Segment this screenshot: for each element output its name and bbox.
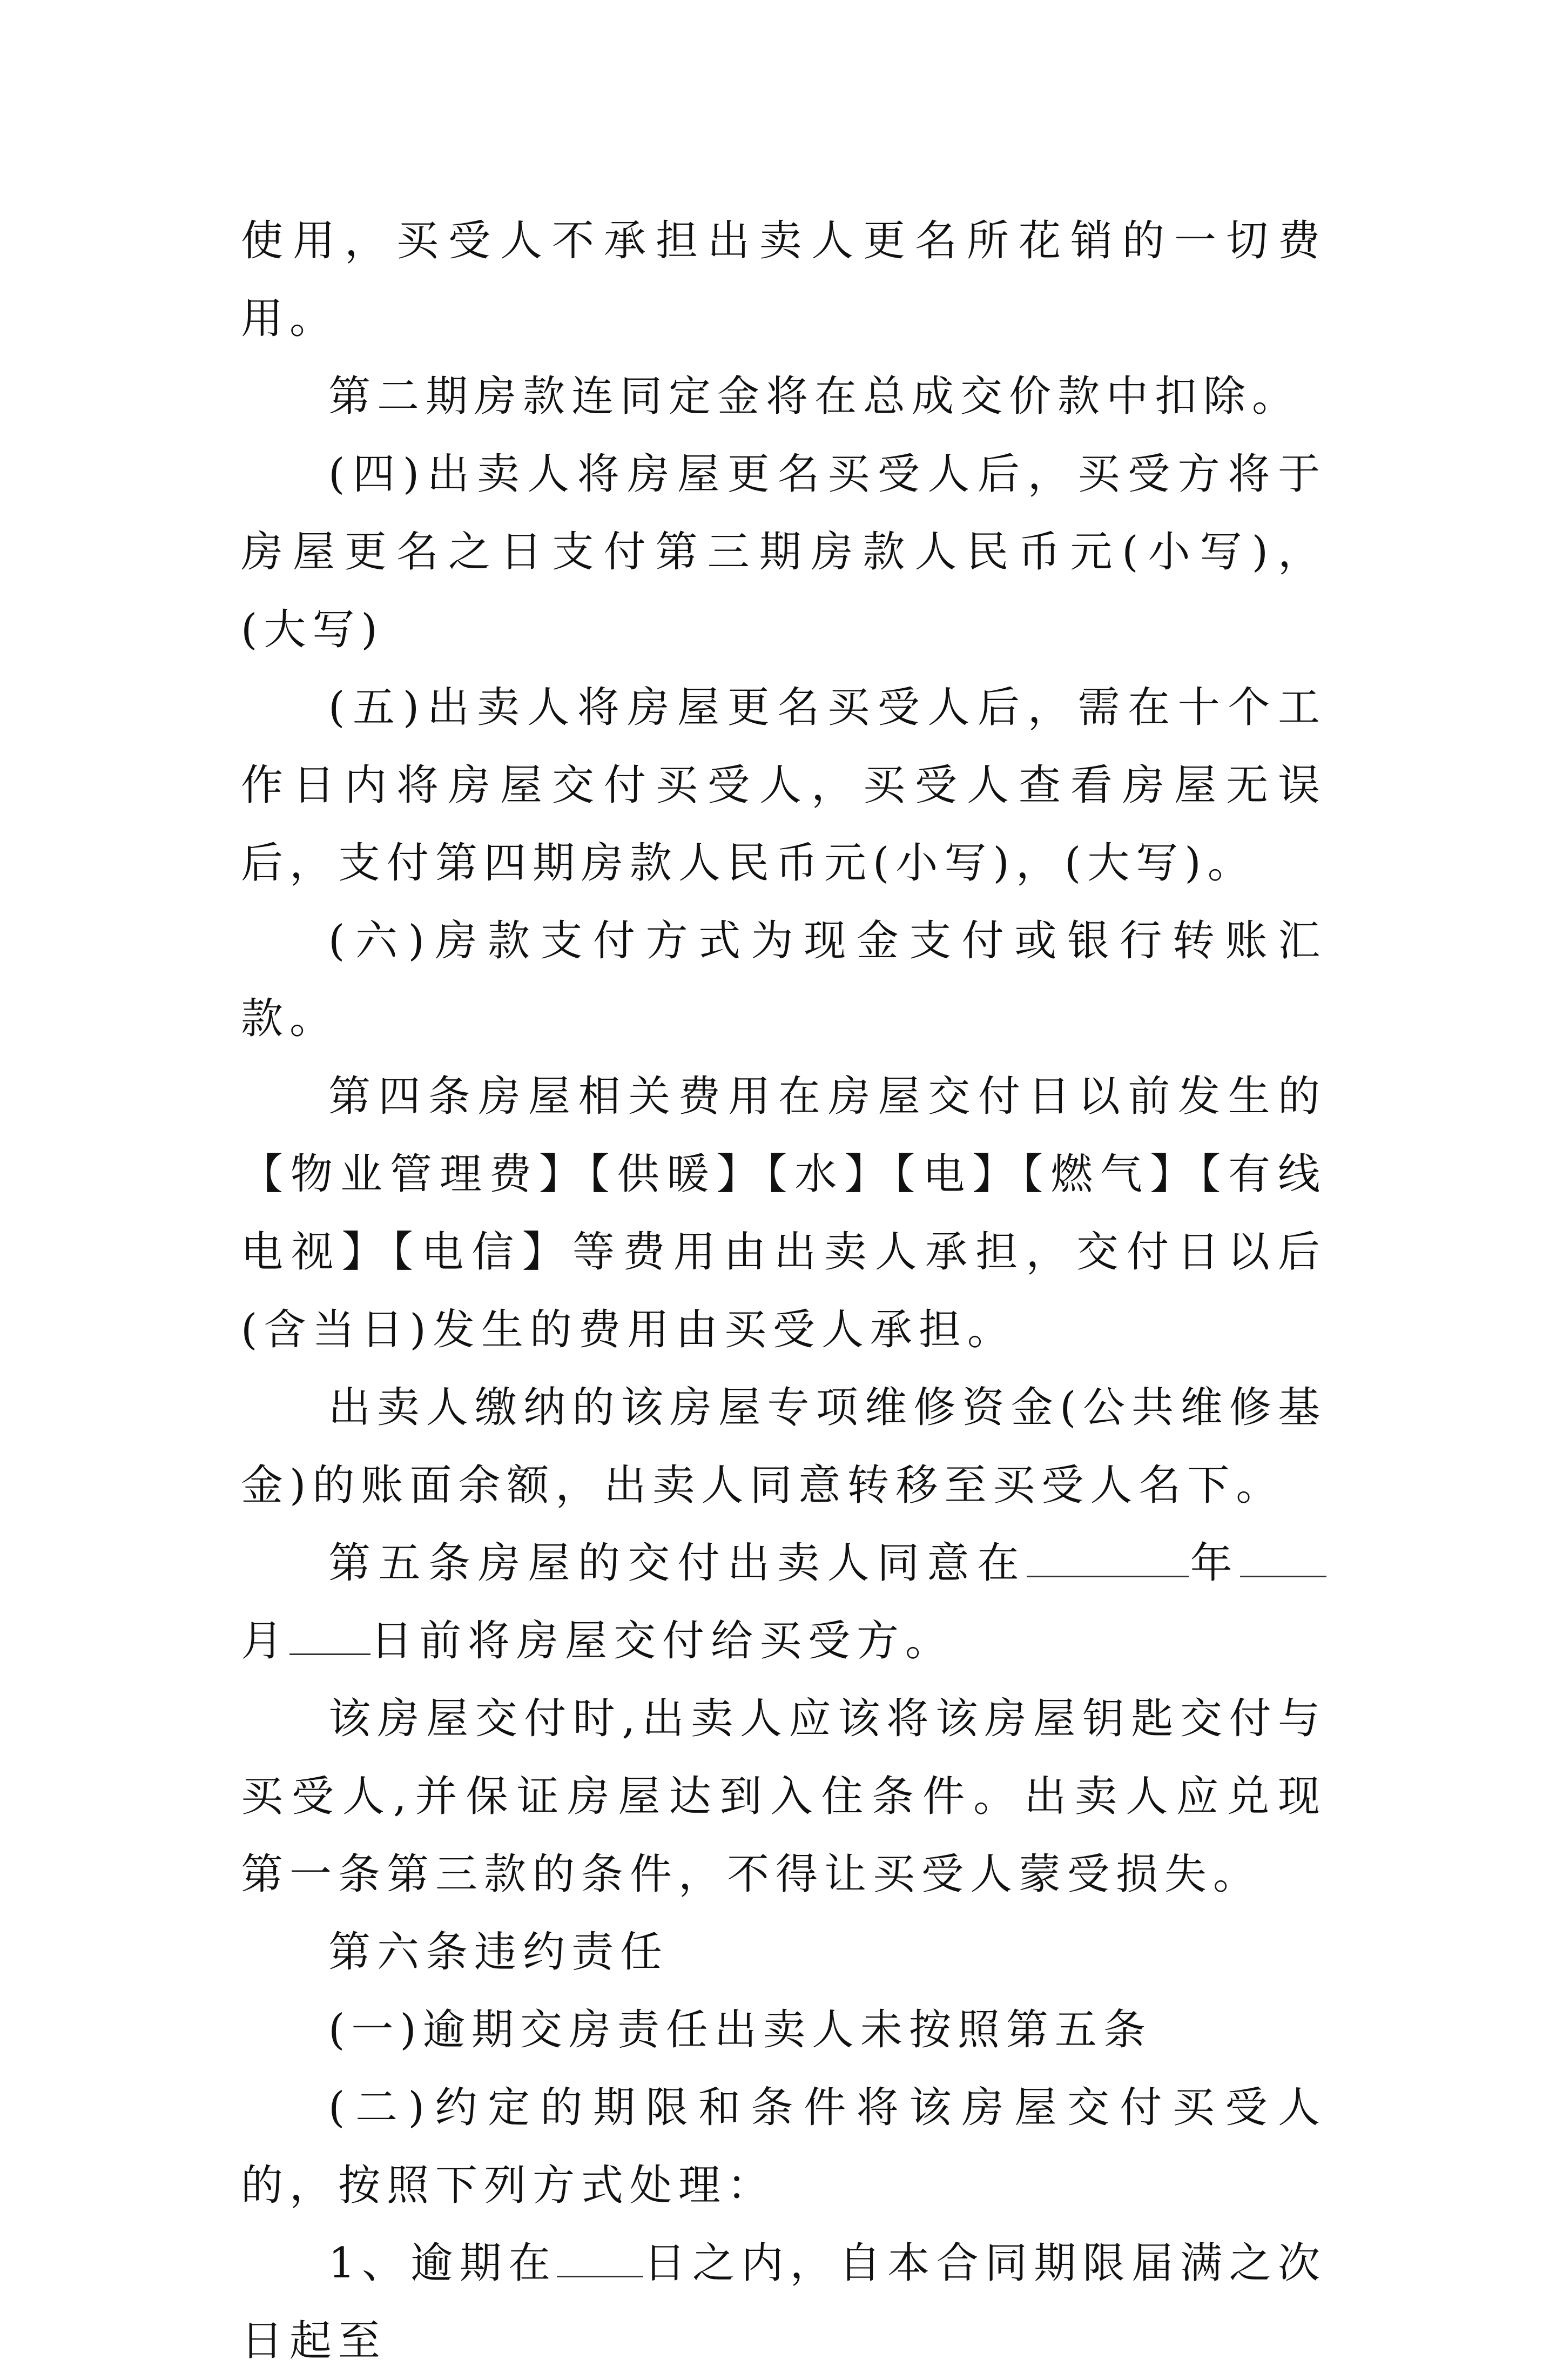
overdue-suffix: 日之内，自本合同期限届满之次日起至 (241, 2239, 1326, 2365)
day-blank (289, 1615, 370, 1655)
paragraph-8-delivery-date (241, 1524, 1326, 1680)
year-label: 年 (1189, 1539, 1240, 1588)
paragraph-4: (五)出卖人将房屋更名买受人后，需在十个工作日内将房屋交付买受人，买受人查看房屋无误后，支付第四期房款人民币元(小写)，(大写)。 (241, 683, 1326, 888)
paragraph-5: (六)房款支付方式为现金支付或银行转账汇款。 (241, 917, 1326, 1043)
paragraph-10: 第六条违约责任 (328, 1928, 669, 1976)
delivery-prefix: 第五条房屋的交付出卖人同意在 (328, 1539, 1027, 1588)
month-label: 月 (241, 1617, 290, 1665)
paragraph-3: (四)出卖人将房屋更名买受人后，买受方将于房屋更名之日支付第三期房款人民币元(小写)，(大写) (241, 450, 1326, 654)
overdue-days-blank (557, 2237, 643, 2277)
paragraph-7: 出卖人缴纳的该房屋专项维修资金(公共维修基金)的账面余额，出卖人同意转移至买受人名下。 (241, 1383, 1326, 1510)
paragraph-11: (一)逾期交房责任出卖人未按照第五条 (328, 2006, 1152, 2054)
paragraph-9: 该房屋交付时,出卖人应该将该房屋钥匙交付与买受人,并保证房屋达到入住条件。出卖人应兑现第一条第三款的条件，不得让买受人蒙受损失。 (241, 1695, 1326, 1899)
paragraph-13 (241, 2224, 1326, 2380)
delivery-suffix: 日前将房屋交付给买受方。 (370, 1617, 954, 1665)
paragraph-6: 第四条房屋相关费用在房屋交付日以前发生的【物业管理费】【供暖】【水】【电】【燃气】【有线电视】【电信】等费用由出卖人承担，交付日以后(含当日)发生的费用由买受人承担。 (241, 1072, 1326, 1354)
month-blank (1240, 1537, 1326, 1577)
overdue-prefix: 1、逾期在 (328, 2239, 557, 2288)
document-body (241, 202, 1326, 2380)
paragraph-1: 使用，买受人不承担出卖人更名所花销的一切费用。 (241, 217, 1326, 343)
paragraph-2: 第二期房款连同定金将在总成交价款中扣除。 (328, 372, 1301, 421)
paragraph-12: (二)约定的期限和条件将该房屋交付买受人的，按照下列方式处理： (241, 2083, 1326, 2210)
year-blank (1027, 1537, 1189, 1577)
